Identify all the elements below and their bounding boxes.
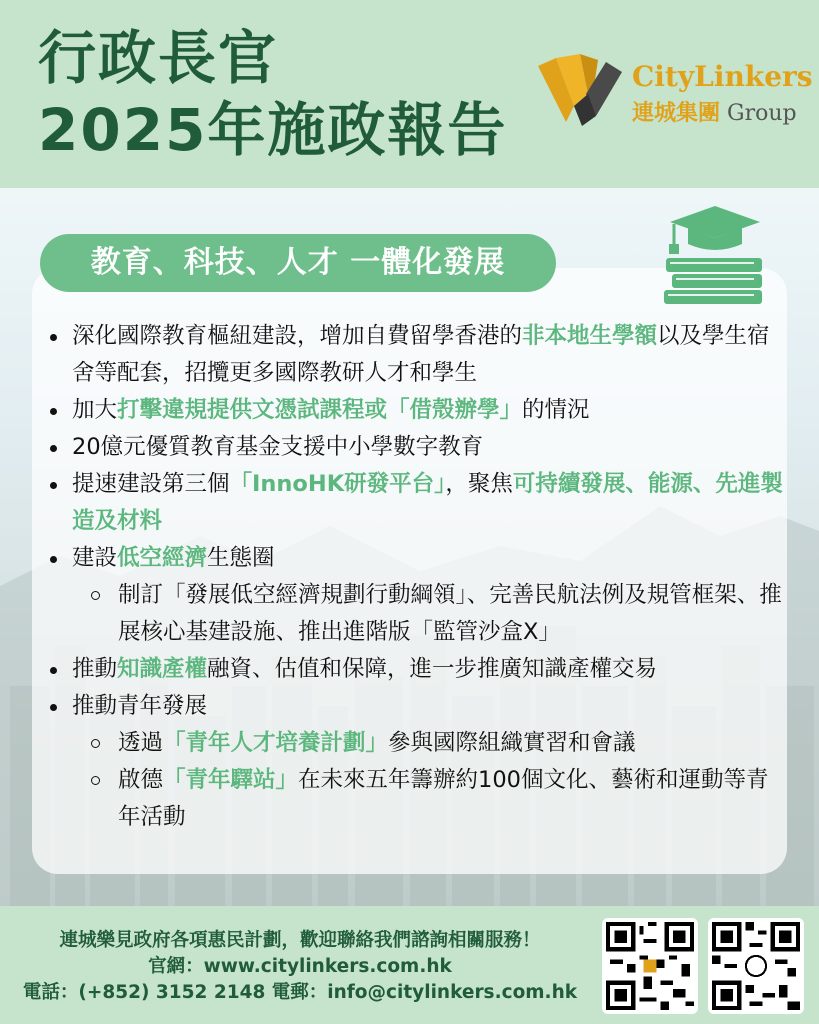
highlight-text: 低空經濟 — [117, 545, 208, 571]
logo-sub-cn: 連城集團 — [632, 100, 721, 126]
list-item — [48, 688, 783, 725]
item-text: 的情況 — [522, 397, 590, 423]
highlight-text: 非本地生學額 — [522, 323, 658, 349]
logo-subtitle — [632, 96, 797, 127]
highlight-text: 「青年人才培養計劃」 — [163, 730, 389, 756]
item-text: 推動青年發展 — [72, 693, 208, 719]
list-item — [48, 318, 783, 392]
list-item — [48, 651, 783, 688]
item-text: 在未來五年籌辦約100個文化、藝術和運動等青年活動 — [118, 767, 769, 830]
sub-list-item — [48, 577, 783, 651]
list-item — [48, 466, 783, 540]
list-item — [48, 392, 783, 429]
company-logo — [536, 46, 813, 136]
item-text: 參與國際組織實習和會議 — [388, 730, 636, 756]
whatsapp-qr-code-icon[interactable] — [708, 918, 804, 1014]
highlight-text: 「青年驛站」 — [163, 767, 299, 793]
title-line-2: 2025年施政報告 — [38, 96, 508, 164]
highlight-text: 「InnoHK研發平台」 — [229, 471, 446, 497]
highlight-text: 可持續發展、能源、先進製造及材料 — [72, 471, 783, 534]
graduation-cap-books-icon — [660, 200, 770, 310]
sub-list-item — [48, 762, 783, 836]
section-heading: 教育、科技、人才 一體化發展 — [40, 234, 556, 292]
item-text: 啟德 — [118, 767, 164, 793]
item-text: 20億元優質教育基金支援中小學數字教育 — [72, 434, 484, 460]
contact-info — [20, 928, 580, 1006]
item-text: 推動 — [72, 656, 118, 682]
citylinkers-logo-icon — [536, 50, 628, 128]
item-text: 制訂「發展低空經濟規劃行動綱領」、完善民航法例及規管框架、推展核心基建設施、推出進階版「監管沙盒X」 — [118, 582, 782, 645]
highlight-text: 知識產權 — [117, 656, 208, 682]
page-title — [38, 22, 507, 166]
footer — [0, 906, 819, 1024]
item-text: 建設 — [72, 545, 118, 571]
sub-list-item — [48, 725, 783, 762]
website-text: 官網：www.citylinkers.com.hk — [148, 956, 452, 977]
footer-line-1: 連城樂見政府各項惠民計劃，歡迎聯絡我們諮詢相關服務！ — [59, 930, 541, 951]
item-text: 以及學生宿舍等配套，招攬更多國際教研人才和學生 — [72, 323, 770, 386]
item-text: 融資、估值和保障，進一步推廣知識產權交易 — [207, 656, 658, 682]
logo-sub-en: Group — [727, 101, 797, 126]
item-text: 加大 — [72, 397, 118, 423]
qr-code-icon[interactable] — [602, 918, 698, 1014]
item-text: 生態圈 — [207, 545, 275, 571]
title-line-1: 行政長官 — [38, 24, 279, 92]
item-text: ，聚焦 — [445, 471, 513, 497]
item-text: 透過 — [118, 730, 164, 756]
list-item — [48, 429, 783, 466]
policy-list — [48, 318, 783, 836]
item-text: 深化國際教育樞紐建設，增加自費留學香港的 — [72, 323, 523, 349]
highlight-text: 打擊違規提供文憑試課程或「借殼辦學」 — [117, 397, 523, 423]
phone-email-text: 電話：(+852) 3152 2148 電郵：info@citylinkers.com.hk — [22, 982, 578, 1003]
header-banner — [0, 0, 819, 188]
list-item — [48, 540, 783, 577]
item-text: 提速建設第三個 — [72, 471, 230, 497]
logo-name: CityLinkers — [632, 60, 813, 93]
